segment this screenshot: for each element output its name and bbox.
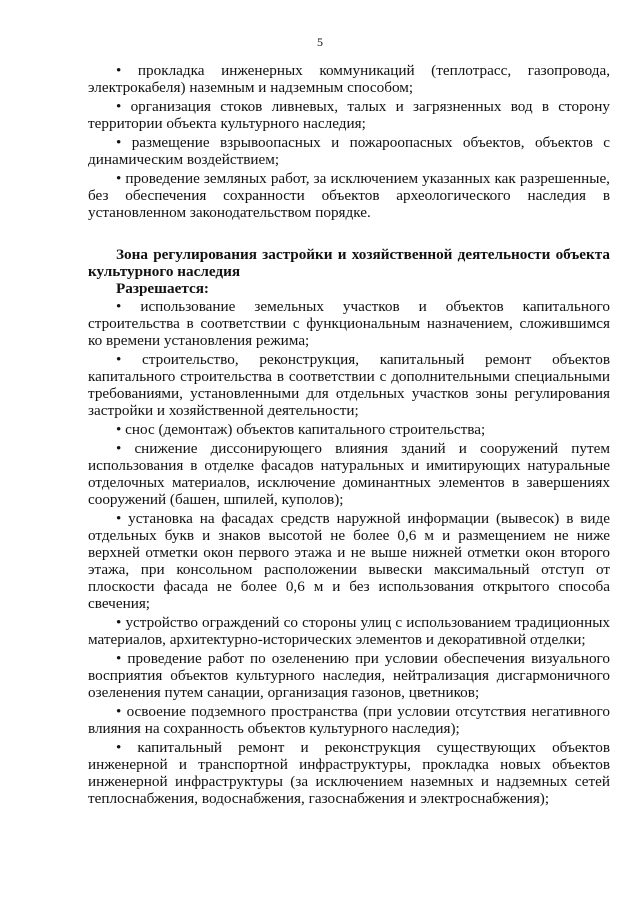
section-heading: Зона регулирования застройки и хозяйственной деятельности объекта культурного наследия [88,246,610,280]
list-item: • прокладка инженерных коммуникаций (теплотрасс, газопровода, электрокабеля) наземным и надземным способом; [88,62,610,96]
list-item: • организация стоков ливневых, талых и загрязненных вод в сторону территории объекта культурного наследия; [88,98,610,132]
list-item: • установка на фасадах средств наружной информации (вывесок) в виде отдельных букв и знаков высотой не более 0,6 м и размещением не ниже верхней отметки окон первого этажа и не выше нижней отметки окон второго этажа, при консольном расположении вывески максимальный отступ от плоскости фасада не более 0,6 м и без использования открытого способа свечения; [88,510,610,612]
list-item: • строительство, реконструкция, капитальный ремонт объектов капитального строительства в соответствии с дополнительными специальными требованиями, установленными для отдельных участков зоны регулирования застройки и хозяйственной деятельности; [88,351,610,419]
allowed-label: Разрешается: [116,280,209,297]
list-item: • проведение работ по озеленению при условии обеспечения визуального восприятия объектов культурного наследия, нейтрализация дисгармоничного озеленения путем санации, организация газонов, цветников; [88,650,610,701]
list-item: • освоение подземного пространства (при условии отсутствия негативного влияния на сохранность объектов культурного наследия); [88,703,610,737]
list-item: • снижение диссонирующего влияния зданий и сооружений путем использования в отделке фасадов натуральных и имитирующих натуральные отделочных материалов, исключение доминантных элементов в завершениях сооружений (башен, шпилей, куполов); [88,440,610,508]
list-item: • размещение взрывоопасных и пожароопасных объектов, объектов с динамическим воздействием; [88,134,610,168]
zone-section [88,246,610,297]
list-item: • использование земельных участков и объектов капитального строительства в соответствии с функциональным назначением, сложившимся ко времени установления режима; [88,298,610,349]
document-body [88,62,610,809]
prohibited-list [88,62,610,221]
list-item: • снос (демонтаж) объектов капитального строительства; [88,421,610,438]
list-item: • капитальный ремонт и реконструкция существующих объектов инженерной и транспортной инфраструктуры, прокладка новых объектов инженерной инфраструктуры (за исключением наземных и надземных сетей теплоснабжения, водоснабжения, газоснабжения и электроснабжения); [88,739,610,807]
page-number: 5 [317,35,323,49]
allowed-list [88,298,610,807]
list-item: • устройство ограждений со стороны улиц с использованием традиционных материалов, архитектурно-исторических элементов и декоративной отделки; [88,614,610,648]
list-item: • проведение земляных работ, за исключением указанных как разрешенные, без обеспечения сохранности объектов археологического наследия в установленном законодательством порядке. [88,170,610,221]
